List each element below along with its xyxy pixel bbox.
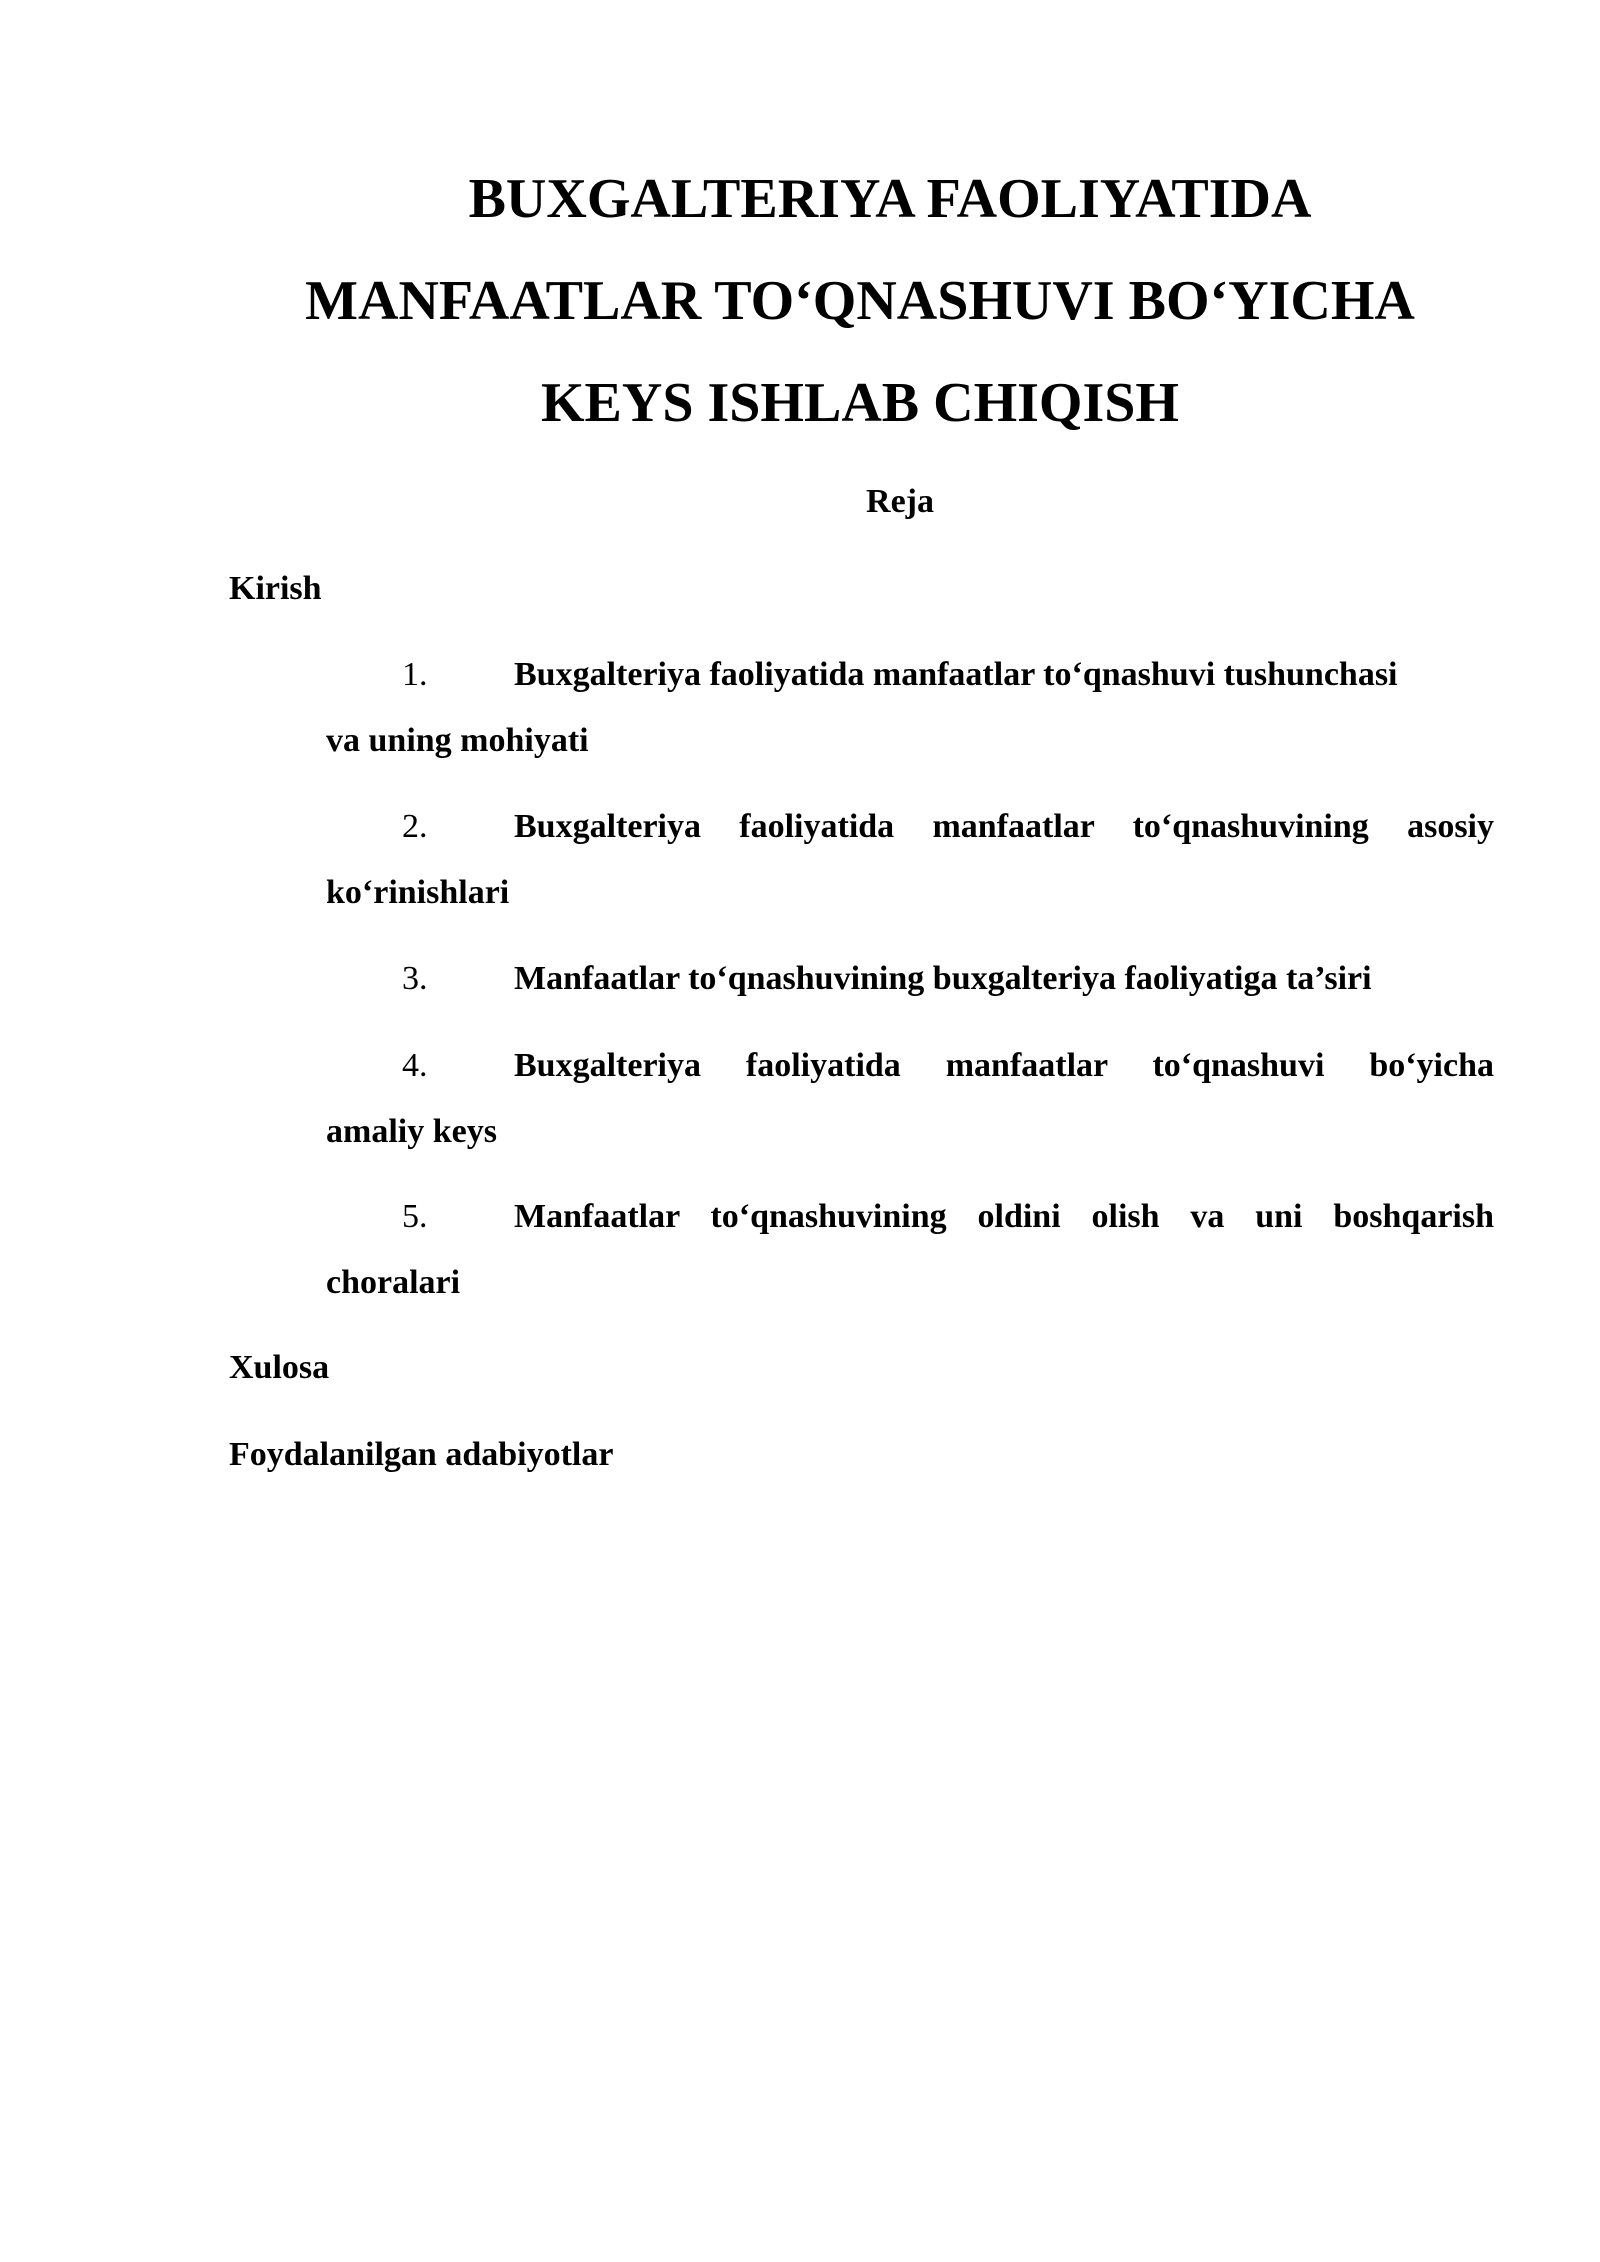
- plan-item-number: 5.: [402, 1198, 428, 1235]
- title-line-1: BUXGALTERIYA FAOLIYATIDA: [468, 168, 1312, 230]
- conclusion-heading: Xulosa: [229, 1349, 330, 1386]
- title-line-3: KEYS ISHLAB CHIQISH: [541, 372, 1179, 434]
- plan-item-3: [326, 946, 1494, 1012]
- plan-item-2: [326, 794, 1494, 926]
- plan-item-text: Manfaatlar to‘qnashuvining buxgalteriya faoliyatiga ta’siri: [514, 960, 1372, 997]
- plan-item-continuation: choralari: [326, 1264, 461, 1301]
- plan-item-4: [326, 1033, 1494, 1165]
- plan-item-number: 2.: [402, 808, 428, 845]
- plan-heading: Reja: [866, 483, 934, 520]
- plan-item-1: [326, 642, 1494, 774]
- plan-item-continuation: amaliy keys: [326, 1113, 497, 1150]
- plan-item-number: 3.: [402, 960, 428, 997]
- plan-item-continuation: ko‘rinishlari: [326, 874, 510, 911]
- plan-item-number: 1.: [402, 656, 428, 693]
- title-line-2: MANFAATLAR TO‘QNASHUVI BO‘YICHA: [305, 270, 1415, 332]
- plan-item-text: Buxgalteriya faoliyatida manfaatlar to‘qnashuvi tushunchasi: [514, 656, 1398, 693]
- intro-heading: Kirish: [229, 570, 322, 607]
- plan-item-text: Buxgalteriya faoliyatida manfaatlar to‘qnashuvining asosiy: [514, 808, 1494, 845]
- plan-item-text: Manfaatlar to‘qnashuvining oldini olish va uni boshqarish: [514, 1198, 1494, 1235]
- document-title: [230, 148, 1490, 454]
- plan-item-5: [326, 1184, 1494, 1316]
- references-heading: Foydalanilgan adabiyotlar: [229, 1436, 614, 1473]
- plan-item-number: 4.: [402, 1047, 428, 1084]
- plan-item-continuation: va uning mohiyati: [326, 722, 589, 759]
- plan-item-text: Buxgalteriya faoliyatida manfaatlar to‘qnashuvi bo‘yicha: [514, 1047, 1494, 1084]
